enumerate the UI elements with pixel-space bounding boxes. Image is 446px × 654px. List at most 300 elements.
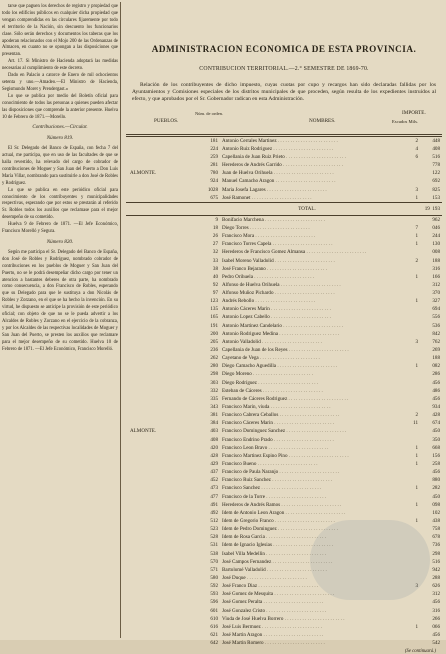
amount: 736 [432,542,440,549]
pueblo-cell [124,370,188,378]
contributor-name: Diego Camacho Aguedilla . . . . . . . . . . . . . . . . . . . . . . . . [222,363,338,370]
table-row [124,153,444,161]
order-number: 32 [212,249,218,256]
table-row [124,281,444,289]
amount: 542 [432,640,440,647]
amount: 4 408 [415,145,440,152]
order-number: 381 [210,412,218,419]
contributor-name: Idem de Rosa Garcia . . . . . . . . . . . . . . . . . . . . . . . . [222,534,326,541]
amount: 450 [432,428,440,435]
pueblo-cell [124,631,188,639]
table-row [124,493,444,501]
amount: 316 [432,607,440,614]
contributor-name: Bartolomé Valladolid . . . . . . . . . . . . . . . . . . . . . . . . [222,566,327,573]
table-row [124,387,444,395]
order-number: 224 [210,145,218,152]
contributor-name: Manuel Camacho Aragon . . . . . . . . . . . . . . . . . . . . . . . . [222,178,336,185]
left-paragraph: tarse que paguen los derechos de registro y propiedad que todo los edificios públicos en cualquier dicha propiedad que vengan comprendidas en las circulares fijaremente por todo el territorio de la Nación, sin descuento los funcionarios clase. Sólo serán derechos y documentos los taberas que los apoderan relacionados con el Mojo 200 de las Ordenanzas de Almacen, en cuanto no se opongan a las disposiciones que presentan. [2,4,118,58]
contributor-name: Idem de Gregorio Franco . . . . . . . . . . . . . . . . . . . . . . . . [222,518,335,524]
notice-number: Número 820. [46,239,74,245]
pueblo-cell [124,493,188,501]
order-number: 571 [210,566,218,573]
pueblo-cell [124,232,188,240]
pueblo-cell [124,265,188,273]
contributor-name: Capellania de Juan de los Reyes . . . . . . . . . . . . . . . . . . . . . . . . [222,347,349,354]
pueblo-cell [124,281,188,289]
order-number: 523 [210,526,218,533]
pueblo-cell [124,606,188,614]
amount: 1 066 [415,623,440,630]
table-row [124,509,444,517]
amount: 316 [432,265,440,272]
pueblo-cell [124,582,188,590]
table-row [124,436,444,444]
pueblo-cell [124,248,188,256]
pueblo-cell [124,468,188,476]
table-row [124,484,444,492]
amount: 1 156 [415,452,440,459]
left-paragraph: Lo que se publica por medio del Boletín oficial para conocimiento de todos las personas a quienes pueden afectar las disposiciones que comprende la anterior presente. Huelva 10 de Febrero de 1871.—Morello. [2,93,118,120]
pueblo-cell [124,322,188,330]
left-column [2,4,118,636]
column-divider [120,2,121,638]
pueblo-cell [124,224,188,232]
pueblo-cell [124,137,188,145]
order-number: 1028 [207,186,218,193]
order-number: 675 [210,194,218,201]
table-row [124,177,444,185]
contributor-name: Herederos de Francisco Gomez Almansa . . . . . . . . . . . . . . . . . . . . . . . . [222,249,367,256]
importe-header: IMPORTE. [402,109,426,116]
left-paragraph: El Sr. Delegado del Banco de España, con fecha 7 del actual, me participa, que en uso de las facultades de que se halla revestido, ha relevado del cargo de cobrador de contribuciones de Moguer y San Juan del Puerto a Don Luis María Villar, nombrando para sustituirle a don José de Robles y Rodríguez. [2,146,118,186]
pueblo-cell: ALMONTE. [130,428,157,435]
table-row [124,273,444,281]
contributor-name: Diego Moreno . . . . . . . . . . . . . . . . . . . . . . . . [222,371,313,378]
table-row [124,240,444,248]
contributor-name: Alfonso Muñoz Pichardo . . . . . . . . . . . . . . . . . . . . . . . . [222,290,335,297]
table-row [124,338,444,346]
table-row [124,623,444,631]
order-number: 9 [215,216,218,223]
table-row [124,411,444,419]
table-row [124,224,444,232]
amount: 188 [432,355,440,362]
order-number: 610 [210,615,218,622]
amount: 456 [432,379,440,386]
contributor-name: Francisco Bueno . . . . . . . . . . . . . . . . . . . . . . . . [222,461,318,468]
contributor-name: Antonio Cerrales Martinez . . . . . . . . . . . . . . . . . . . . . . . . [222,137,338,144]
left-paragraph: Huelva 9 de Febrero de 1871. —El Jefe Económico, Francisco Morelló y Segura. [2,222,118,235]
contributor-name: Fernando de Cáceres Rodriguez . . . . . . . . . . . . . . . . . . . . . . . . [222,395,349,402]
table-row [124,232,444,240]
order-number: 596 [210,599,218,606]
left-paragraph: Art. 17. Si Ministro de Hacienda adoptará las medidas necesarias al cumplimiento de este decreto. [2,59,118,72]
contributor-name: Diego Torres . . . . . . . . . . . . . . . . . . . . . . . . [222,224,310,231]
contributor-name: José Franco Bejarano . . . . . . . . . . . . . . . . . . . . . . . . [222,265,327,272]
amount: 934 [432,404,440,411]
pueblo-cell [124,177,188,185]
amount: 962 [432,216,440,223]
table-row [124,379,444,387]
contributor-name: José Martin Romero . . . . . . . . . . . . . . . . . . . . . . . . [222,640,325,647]
table-row [124,427,444,435]
table-row [124,606,444,614]
contributor-name: Francisco Ruiz Sanchez . . . . . . . . . . . . . . . . . . . . . . . . [222,477,333,484]
order-number: 335 [210,395,218,402]
contributor-name: Herederos de Andrés Ramos . . . . . . . . . . . . . . . . . . . . . . . . [222,501,342,508]
contributor-name: Francisco Cáceres Marin . . . . . . . . . . . . . . . . . . . . . . . . [222,420,335,427]
pueblo-cell [124,403,188,411]
pueblo-cell [124,395,188,403]
table-row [124,370,444,378]
table-row [124,265,444,273]
order-number: 616 [210,623,218,630]
contributor-name: Pedro Orihuela . . . . . . . . . . . . . . . . . . . . . . . . [222,273,315,280]
order-number: 384 [210,420,218,427]
order-number: 40 [212,273,218,280]
amount: 842 [432,330,440,337]
order-number: 538 [210,550,218,557]
order-number: 491 [210,501,218,508]
order-number: 343 [210,404,218,411]
order-number: 528 [210,534,218,541]
contributor-name: Francisco Endrino Prado . . . . . . . . . . . . . . . . . . . . . . . . [222,436,334,443]
page-subtitle: CONTRIBUCION TERRITORIAL.—2.° SEMESTRE DE 1869-70. [199,66,369,72]
contributor-name: Francisco Cabrera Ceballos . . . . . . . . . . . . . . . . . . . . . . . . [222,412,340,419]
contributor-name: Capellania de Juan Ruiz Prieto . . . . . . . . . . . . . . . . . . . . . . . . [222,153,346,160]
amount: 1 668 [415,444,440,451]
intro-paragraph: Relación de los contribuyentes de dicho impuesto, cuyas cuotas por cupo y recargos han sido declaradas fallidas por los Ayuntamientos y Comisiones especiales de los distritos municipales de que proceden, según resulta de los expedientes instruidos al efecto, y que aprobados por el Sr. Gobernador radican en esta Administración. [132,82,436,103]
amount: 1 244 [415,233,440,240]
order-number: 492 [210,509,218,516]
order-number: 191 [210,322,218,329]
table-row [124,403,444,411]
column-headers [124,108,444,134]
order-number: 165 [210,314,218,321]
order-number: 92 [212,281,218,288]
order-number: 281 [210,162,218,169]
contributor-name: Esteban de Cáceres . . . . . . . . . . . . . . . . . . . . . . . . [222,387,323,394]
pueblo-cell [124,509,188,517]
order-number: 97 [212,290,218,297]
order-number: 303 [210,379,218,386]
table-row [124,256,444,264]
pueblos-header: PUEBLOS. [154,117,179,124]
pueblo-cell [124,273,188,281]
pueblo-cell [124,346,188,354]
pueblo-cell [124,289,188,297]
order-number: 642 [210,640,218,647]
contributor-name: Francisco de la Torre . . . . . . . . . . . . . . . . . . . . . . . . [222,493,327,500]
order-number: 531 [210,542,218,549]
amount: 1 082 [415,363,440,370]
contributor-name: Francisco Sanchez . . . . . . . . . . . . . . . . . . . . . . . . [222,485,322,492]
amount: 269 [432,347,440,354]
order-number: 298 [210,371,218,378]
pueblo-cell [124,161,188,169]
table-row [124,248,444,256]
amount: 778 [432,162,440,169]
amount: 942 [432,566,440,573]
amount: 450 [432,493,440,500]
pueblo-cell [124,541,188,549]
order-number: 262 [210,355,218,362]
contributor-name: Isabel Villa Medellin . . . . . . . . . . . . . . . . . . . . . . . . [222,550,327,557]
total-amount: 19 193 [424,205,440,212]
contributor-name: Francisco Torres Capela . . . . . . . . . . . . . . . . . . . . . . . . [222,241,333,248]
table-row [124,395,444,403]
amount: 880 [432,477,440,484]
amount: 312 [432,591,440,598]
pueblo-cell [124,387,188,395]
table-row [124,145,444,153]
contributor-name: Antonio Lopez Cabello . . . . . . . . . . . . . . . . . . . . . . . . [222,314,331,321]
pueblo-cell [124,574,188,582]
num-orden-header: Núm. de orden. [195,110,223,116]
amount: 2 448 [415,137,440,144]
pueblo-cell [124,354,188,362]
table-row [124,444,444,452]
amount: 288 [432,574,440,581]
left-paragraph: Dado en Palacio a catorce de Enero de mil ochocientos setenta y uno.—Amadeo.—El Ministro de Hacienda, Segismundo Moret y Prendergast.» [2,73,118,92]
pueblo-cell [124,338,188,346]
amount: 7 046 [415,224,440,231]
pueblo-cell [124,362,188,370]
order-number: 473 [210,485,218,492]
amount: 1 130 [415,241,440,248]
contributor-name: José Gomez de Mesquita . . . . . . . . . . . . . . . . . . . . . . . . [222,591,335,598]
amount: 678 [432,534,440,541]
contributor-name: Cayetano de Vega . . . . . . . . . . . . . . . . . . . . . . . . [222,355,320,362]
amount: 516 [432,558,440,565]
pueblo-cell [124,460,188,468]
table-row [124,476,444,484]
order-number: 429 [210,461,218,468]
table-row [124,598,444,606]
table-row [124,460,444,468]
table-row [124,362,444,370]
amount: 758 [432,526,440,533]
order-number: 33 [212,257,218,264]
contributor-name: Antonio Martinez Candelario . . . . . . . . . . . . . . . . . . . . . . . . [222,322,344,329]
pueblo-cell [124,256,188,264]
contributor-name: José Gomez Peralta . . . . . . . . . . . . . . . . . . . . . . . . [222,599,324,606]
contributor-name: Idem de Antonio Leon Aragon . . . . . . . . . . . . . . . . . . . . . . . . [222,509,346,516]
table-row [124,297,444,305]
contributor-name: Juan de Huelva Orihuela . . . . . . . . . . . . . . . . . . . . . . . . [222,170,334,177]
archive-watermark [310,520,430,600]
contributor-name: José Gonzalez Cristo . . . . . . . . . . . . . . . . . . . . . . . . [222,607,327,614]
order-number: 18 [212,224,218,231]
table-row [124,161,444,169]
order-number: 512 [210,518,218,524]
order-number: 780 [210,170,218,177]
table-row [124,346,444,354]
amount: 312 [432,281,440,288]
pueblo-cell [124,313,188,321]
continuation-note: (Se continuará.) [404,649,436,654]
contributor-name: José Luis Bermuez . . . . . . . . . . . . . . . . . . . . . . . . [222,623,322,630]
amount: 370 [432,290,440,297]
order-number: 27 [212,241,218,248]
order-number: 437 [210,469,218,476]
amount: 1 438 [415,518,440,524]
table-row [124,419,444,427]
amount: 3 825 [415,186,440,193]
order-number: 200 [210,330,218,337]
amount: 008 [432,249,440,256]
circular-heading: Contribuciones.—Circular. [32,124,88,131]
order-number: 452 [210,477,218,484]
order-number: 205 [210,338,218,345]
pueblo-cell [124,444,188,452]
contributor-name: Viuda de José Huelva Borrero . . . . . . . . . . . . . . . . . . . . . . . . [222,615,345,622]
order-number: 123 [210,298,218,305]
pueblo-cell [124,216,188,224]
pueblo-cell [124,153,188,161]
amount: 456 [432,599,440,606]
contributor-name: Herederos de Andrés Garrido . . . . . . . . . . . . . . . . . . . . . . . . [222,162,343,169]
amount: 1 258 [415,461,440,468]
pueblo-cell [124,240,188,248]
table-row [124,169,444,177]
pueblo-cell [124,623,188,631]
page-title: ADMINISTRACION ECONOMICA DE ESTA PROVINCIA. [151,44,417,54]
pueblo-cell [124,590,188,598]
amount: 536 [432,322,440,329]
amount: 102 [432,509,440,516]
amount: 556 [432,314,440,321]
amount: 456 [432,395,440,402]
order-number: 580 [210,574,218,581]
contributor-name: Isabel Moreno Valladolid . . . . . . . . . . . . . . . . . . . . . . . . [222,257,335,264]
contributor-name: Antonio Rodriguez Medina . . . . . . . . . . . . . . . . . . . . . . . . [222,330,340,337]
table-row [124,468,444,476]
table-row [124,305,444,313]
contributor-name: Francisco Marin, viuda . . . . . . . . . . . . . . . . . . . . . . . . [222,404,331,411]
table-row [124,216,444,224]
amount: 298 [432,550,440,557]
contributor-name: Maria Josefa Lagares . . . . . . . . . . . . . . . . . . . . . . . . [222,186,327,193]
pueblo-cell [124,615,188,623]
contributor-name: Antonio Cáceres Marin . . . . . . . . . . . . . . . . . . . . . . . . [222,306,331,313]
escudos-header: Escudos Mils. [392,118,419,124]
amount: 350 [432,436,440,443]
amount: 1 153 [415,194,440,201]
contributor-name: Francisco de Paula Naranjo . . . . . . . . . . . . . . . . . . . . . . . . [222,469,340,476]
order-number: 601 [210,607,218,614]
pueblo-cell [124,185,188,193]
amount: 1 282 [415,485,440,492]
order-number: 408 [210,436,218,443]
amount: 11 674 [413,420,440,427]
order-number: 280 [210,363,218,370]
contributor-name: Idem de Pedro Dominguez . . . . . . . . . . . . . . . . . . . . . . . . [222,526,338,533]
pueblo-cell [124,145,188,153]
pueblo-cell [124,452,188,460]
pueblo-cell [124,297,188,305]
pueblo-cell [124,598,188,606]
amount: 456 [432,469,440,476]
amount: 2 428 [415,412,440,419]
section1-table [124,137,444,202]
pueblo-cell [124,558,188,566]
order-number: 236 [210,347,218,354]
amount: 1 166 [415,273,440,280]
order-number: 621 [210,631,218,638]
pueblo-cell [124,476,188,484]
total-label: TOTAL. [298,205,316,212]
table-row [124,452,444,460]
pueblo-cell [124,194,188,202]
order-number: 26 [212,233,218,240]
contributor-name: Diego Rodríguez . . . . . . . . . . . . . . . . . . . . . . . . [222,379,319,386]
amount: 3 762 [415,338,440,345]
contributor-name: José Campos Fernandez . . . . . . . . . . . . . . . . . . . . . . . . [222,558,333,565]
pueblo-cell [124,533,188,541]
contributor-name: José Martin Aragon . . . . . . . . . . . . . . . . . . . . . . . . [222,631,324,638]
table-row [124,615,444,623]
order-number: 332 [210,387,218,394]
pueblo-cell [124,525,188,533]
order-number: 420 [210,444,218,451]
table-row [124,313,444,321]
contributor-name: Alfonso de Huelva Orihuela . . . . . . . . . . . . . . . . . . . . . . . . [222,281,341,288]
order-number: 428 [210,452,218,459]
pueblo-cell [124,517,188,525]
pueblo-cell [124,436,188,444]
order-number: 403 [210,428,218,435]
contributor-name: José Franco Diaz . . . . . . . . . . . . . . . . . . . . . . . . [222,583,319,590]
pueblo-cell [124,330,188,338]
pueblo-cell [124,639,188,647]
amount: 694 [432,306,440,313]
table-row [124,322,444,330]
table-row [124,501,444,509]
amount: 456 [432,631,440,638]
amount: 1 327 [415,298,440,305]
contributor-name: Francisco Mora . . . . . . . . . . . . . . . . . . . . . . . . [222,233,316,240]
table-row [124,185,444,193]
contributor-name: Andrés Rebollo . . . . . . . . . . . . . . . . . . . . . . . . [222,298,316,305]
table-row [124,631,444,639]
table-row [124,639,444,647]
contributor-name: José Duque . . . . . . . . . . . . . . . . . . . . . . . . [222,574,307,581]
table-row [124,330,444,338]
order-number: 181 [210,137,218,144]
pueblo-cell [124,484,188,492]
contributor-name: José Ramonet . . . . . . . . . . . . . . . . . . . . . . . . [222,194,312,201]
amount: 122 [432,170,440,177]
pueblo-cell [124,501,188,509]
section1-total [124,203,444,215]
order-number: 593 [210,591,218,598]
contributor-name: Idem de Ignacio Iglesias . . . . . . . . . . . . . . . . . . . . . . . . [222,542,334,549]
order-number: 38 [212,265,218,272]
notice-number: Número 819. [46,135,74,142]
amount: 6 516 [415,153,440,160]
left-paragraph: Lo que se publica en este periódico oficial para conocimiento de los contribuyentes y municipalidades respectivas, esperando que por estos se prestarán al referido Sr. Robles todos los auxilios que reclamase para el mejor desempeño de su cometido. [2,187,118,221]
pueblo-cell [124,305,188,313]
amount: 3 626 [415,583,440,590]
order-number: 592 [210,583,218,590]
amount: 286 [432,371,440,378]
amount: 2 188 [415,257,440,264]
pueblo-cell [124,419,188,427]
order-number: 135 [210,306,218,313]
contributor-name: Antonio Valladolid . . . . . . . . . . . . . . . . . . . . . . . . [222,338,322,345]
contributor-name: Francisco Leon Bravo . . . . . . . . . . . . . . . . . . . . . . . . [222,444,329,451]
